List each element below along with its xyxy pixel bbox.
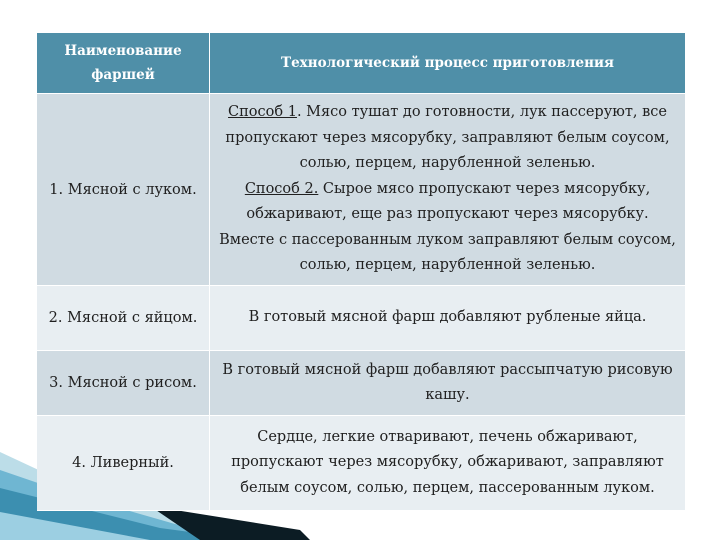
process-cell: Сердце, легкие отваривают, печень обжаривают, пропускают через мясорубку, обжаривают, заправляют белым соусом, солью, перцем, пассерованным луком. [210, 416, 685, 511]
method-1-label: Способ 1 [228, 104, 297, 121]
stuffing-name-cell: 4. Ливерный. [37, 416, 210, 511]
stuffing-name-cell: 1. Мясной с луком. [37, 94, 210, 286]
table-header-row [37, 33, 685, 94]
method-1-text: . Мясо тушат до готовности, лук пассеруют, все пропускают через мясорубку, заправляют белым соусом, солью, перцем, нарубленной зеленью. [225, 104, 670, 172]
process-cell [210, 94, 685, 286]
header-name-line2: фаршей [91, 67, 155, 83]
stuffing-table [37, 33, 685, 511]
header-process-cell: Технологический процесс приготовления [210, 33, 685, 94]
stuffing-name-cell: 3. Мясной с рисом. [37, 351, 210, 416]
table-row [37, 94, 685, 286]
process-cell: В готовый мясной фарш добавляют рассыпчатую рисовую кашу. [210, 351, 685, 416]
stuffing-name-cell: 2. Мясной с яйцом. [37, 286, 210, 351]
header-name-cell [37, 33, 210, 94]
table-row [37, 416, 685, 511]
process-cell: В готовый мясной фарш добавляют рубленые яйца. [210, 286, 685, 351]
table-row [37, 286, 685, 351]
method-2-text: Сырое мясо пропускают через мясорубку, обжаривают, еще раз пропускают через мясорубку. Вместе с пассерованным луком заправляют белым соусом, солью, перцем, нарубленной зеленью. [219, 180, 676, 274]
table-row [37, 351, 685, 416]
header-name-line1: Наименование [64, 43, 182, 59]
method-2-label: Способ 2. [244, 180, 319, 197]
